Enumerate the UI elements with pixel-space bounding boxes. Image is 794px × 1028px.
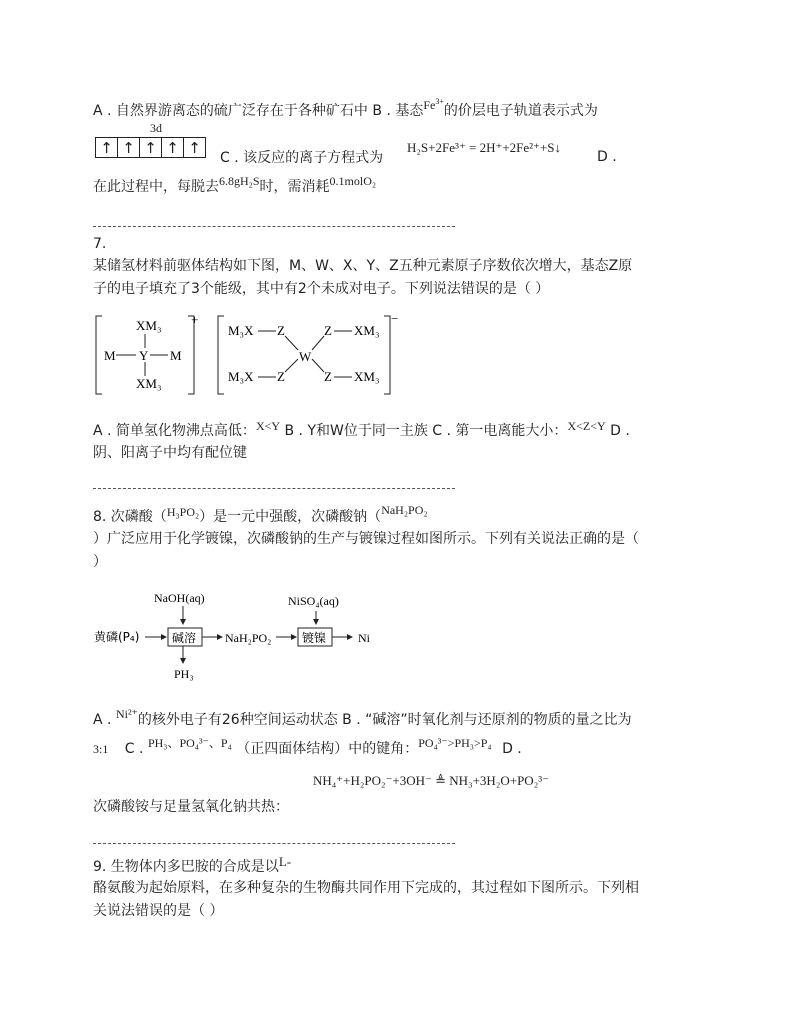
- species-list: PH₃、PO₄³⁻、P₄: [147, 736, 232, 750]
- anion-charge: −: [391, 311, 399, 326]
- option-c-expression: X<Z<Y: [567, 419, 606, 433]
- bond: [312, 359, 324, 372]
- q6-option-d: D .: [597, 149, 617, 165]
- orbital-box: ↑: [183, 137, 206, 158]
- cation-charge: +: [191, 312, 199, 327]
- bond: [285, 336, 298, 350]
- q8-options-line1: A . Ni²⁺的核外电子有26种空间运动状态 B . “碱溶”时氧化剂与还原剂的物质的量之比为: [93, 707, 632, 728]
- separator: [93, 843, 455, 844]
- flow-byproduct: PH₃: [174, 667, 194, 681]
- anion-top-left-group: M₃X: [228, 323, 254, 338]
- flow-start: 黄磷(P₄): [94, 630, 140, 644]
- q9-line1: 9. 生物体内多巴胺的合成是以L-: [93, 854, 292, 875]
- cation-right-atom: M: [170, 348, 182, 363]
- q7-stem-line2: 子的电子填充了3个能级，其中有2个未成对电子。下列说法错误的是（ ）: [93, 281, 550, 297]
- bond: [312, 336, 324, 350]
- q6-line3: 在此过程中，每脱去6.8gH₂S时，需消耗0.1molO₂: [93, 174, 377, 195]
- anion-w-atom: W: [299, 349, 312, 364]
- q8-stem-line2: ）广泛应用于化学镀镍，次磷酸钠的生产与镀镍过程如图所示。下列有关说法正确的是（: [93, 531, 639, 547]
- anion-z-atom: Z: [324, 369, 332, 384]
- orbital-box: ↑: [161, 137, 184, 158]
- orbital-box: ↑: [95, 137, 118, 158]
- naoh-reagent: NaOH(aq): [154, 591, 205, 605]
- q7-options-line2: 阴、阳离子中均有配位键: [93, 445, 247, 461]
- anion-top-right-group: XM₃: [354, 323, 380, 338]
- orbital-label: 3d: [150, 121, 162, 135]
- anion-bottom-left-group: M₃X: [228, 369, 254, 384]
- q7-options-line1: A . 简单氢化物沸点高低：X<Y B . Y和W位于同一主族 C . 第一电离能大小：X<Z<Y D .: [93, 419, 630, 439]
- ionic-equation: H₂S+2Fe³⁺ = 2H⁺+2Fe²⁺+S↓: [407, 140, 561, 155]
- q9-line3: 关说法错误的是（ ）: [93, 903, 224, 919]
- moles-value: 0.1molO₂: [329, 174, 377, 188]
- q7-stem-line1: 某储氢材料前驱体结构如下图，M、W、X、Y、Z五种元素原子序数依次增大，基态Z原: [93, 258, 633, 274]
- q8-flow-diagram: [88, 585, 388, 685]
- anion-bracket-left: [218, 316, 224, 394]
- bond-angle-expression: PO₄³⁻>PH₃>P₄: [418, 736, 492, 750]
- cation-bracket-left: [96, 316, 102, 394]
- q8-options-line2: 3:1 C . PH₃、PO₄³⁻、P₄ （正四面体结构）中的键角：PO₄³⁻>PH₃>P₄ D .: [93, 736, 522, 757]
- flow-intermediate: NaH₂PO₂: [225, 631, 272, 645]
- anion-bottom-right-group: XM₃: [354, 369, 380, 384]
- process-label: 镀镍: [302, 631, 327, 645]
- bond: [285, 359, 298, 372]
- cation-bottom-group: XM₃: [136, 376, 162, 391]
- q6-option-c: C . 该反应的离子方程式为: [220, 150, 384, 166]
- anion-z-atom: Z: [324, 323, 332, 338]
- nah2po2-formula: NaH₂PO₂: [381, 503, 428, 517]
- fe3-ion: $Fe^{3+}$: [423, 97, 444, 112]
- option-a-expression: X<Y: [255, 419, 281, 433]
- anion-bracket-right: [384, 316, 390, 394]
- l-prefix: L-: [278, 854, 292, 869]
- anion-z-atom: Z: [277, 323, 285, 338]
- q7-structure-figure: [88, 306, 418, 402]
- cation-top-group: XM₃: [136, 318, 162, 333]
- separator: [93, 488, 455, 489]
- flow-product: Ni: [358, 631, 370, 645]
- q8-option-d-text: 次磷酸铵与足量氢氧化钠共热：: [93, 799, 289, 815]
- h3po2-formula: H₃PO₂: [166, 505, 200, 519]
- orbital-box: ↑: [117, 137, 140, 158]
- ratio-value: 3:1: [93, 742, 109, 756]
- q8-stem-line3: ）: [93, 554, 107, 570]
- ni2-ion: Ni²⁺: [115, 707, 138, 721]
- d-equation: NH₄⁺+H₂PO₂⁻+3OH⁻ ≜ NH₃+3H₂O+PO₂³⁻: [313, 773, 549, 788]
- process-label: 碱溶: [172, 631, 197, 645]
- q8-stem-line1: 8. 次磷酸（H₃PO₂）是一元中强酸，次磷酸钠（NaH₂PO₂: [93, 503, 428, 525]
- cation-bracket-right: [188, 316, 194, 394]
- orbital-box: ↑: [139, 137, 162, 158]
- q7-number: 7.: [93, 236, 107, 252]
- mass-value: 6.8gH₂S: [219, 174, 260, 188]
- anion-z-atom: Z: [277, 369, 285, 384]
- separator: [93, 226, 455, 227]
- cation-left-atom: M: [104, 348, 116, 363]
- orbital-diagram: [96, 137, 206, 158]
- cation-center-atom: Y: [139, 348, 149, 363]
- q9-line2: 酪氨酸为起始原料，在多种复杂的生物酶共同作用下完成的，其过程如下图所示。下列相: [93, 880, 639, 896]
- niso4-reagent: NiSO₄(aq): [288, 594, 339, 608]
- q6-line1: A . 自然界游离态的硫广泛存在于各种矿石中 B . 基态$Fe^{3+}$的价层电子轨道表示式为: [93, 97, 598, 119]
